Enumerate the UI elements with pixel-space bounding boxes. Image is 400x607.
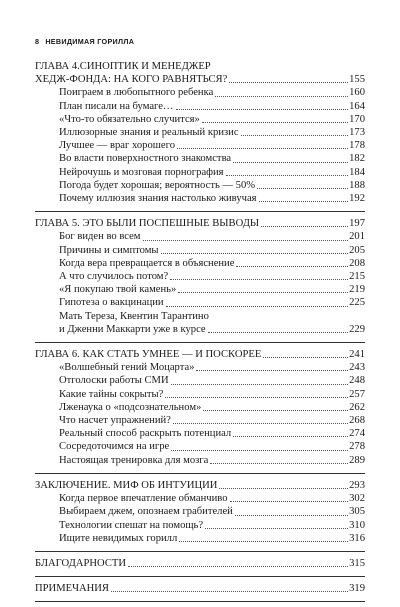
leader-dots xyxy=(208,331,349,333)
entry-label: Поиграем в любопытного ребенка xyxy=(59,87,214,99)
entry-page: 215 xyxy=(349,271,365,283)
notes-title: ПРИМЕЧАНИЯ xyxy=(35,583,109,595)
entry-page: 205 xyxy=(349,244,365,256)
toc-entry xyxy=(35,519,365,532)
chapter-6-page: 241 xyxy=(349,349,365,361)
entry-label: Выбираем джем, опознаем грабителей xyxy=(59,506,233,518)
toc-entry xyxy=(35,270,365,283)
entry-page: 262 xyxy=(349,401,365,413)
toc-entry xyxy=(35,192,365,205)
entry-page: 178 xyxy=(349,140,365,152)
toc-entry xyxy=(35,323,365,336)
toc-entry xyxy=(35,126,365,139)
acknowledgements-section xyxy=(35,557,365,577)
toc-entry xyxy=(35,388,365,401)
entry-label: Настоящая тренировка для мозга xyxy=(59,454,209,466)
toc-entry xyxy=(35,454,365,467)
toc-entry xyxy=(35,532,365,545)
chapter-4-section xyxy=(35,60,365,212)
leader-dots xyxy=(179,540,348,542)
leader-dots xyxy=(229,81,348,83)
leader-dots xyxy=(178,291,348,293)
entry-label: Во власти поверхностного знакомства xyxy=(59,153,232,165)
toc-entry xyxy=(35,152,365,165)
leader-dots xyxy=(236,265,348,267)
entry-page: 208 xyxy=(349,257,365,269)
running-header xyxy=(35,37,134,46)
leader-dots xyxy=(165,396,348,398)
entry-label: Какие тайны сокрыты? xyxy=(59,388,164,400)
entry-label: А что случилось потом? xyxy=(59,271,169,283)
book-title: НЕВИДИМАЯ ГОРИЛЛА xyxy=(45,37,135,46)
page-number: 8 xyxy=(35,37,40,46)
entry-label: «Я покупаю твой камень» xyxy=(59,284,177,296)
leader-dots xyxy=(173,422,348,424)
entry-page: 192 xyxy=(349,193,365,205)
toc-entry xyxy=(35,100,365,113)
toc-entry xyxy=(35,401,365,414)
entry-page: 225 xyxy=(349,297,365,309)
entry-page: 248 xyxy=(349,375,365,387)
entry-label: План писали на бумаге… xyxy=(59,100,174,112)
acknowledgements-title: БЛАГОДАРНОСТИ xyxy=(35,557,127,569)
leader-dots xyxy=(257,187,348,189)
notes-row xyxy=(35,582,365,595)
entry-label: Иллюзорные знания и реальный кризис xyxy=(59,127,239,139)
leader-dots xyxy=(171,449,348,451)
entry-label: Бог виден во всем xyxy=(59,231,141,243)
leader-dots xyxy=(261,225,348,227)
entry-label: «Волшебный гений Моцарта» xyxy=(59,362,195,374)
chapter-6-section xyxy=(35,348,365,474)
entry-page: 173 xyxy=(349,127,365,139)
entry-page: 274 xyxy=(349,428,365,440)
entry-label: Когда вера превращается в объяснение xyxy=(59,257,235,269)
entry-label: Почему иллюзия знания настолько живучая xyxy=(59,193,257,205)
entry-page: 305 xyxy=(349,506,365,518)
chapter-5-title-row xyxy=(35,217,365,230)
leader-dots xyxy=(210,462,348,464)
chapter-4-title-line2: ХЕДЖ-ФОНДА: НА КОГО РАВНЯТЬСЯ? xyxy=(35,74,228,86)
entry-page: 289 xyxy=(349,454,365,466)
entry-label: Когда первое впечатление обманчиво xyxy=(59,493,228,505)
chapter-6-title: ГЛАВА 6. КАК СТАТЬ УМНЕЕ — И ПОСКОРЕЕ xyxy=(35,349,262,361)
leader-dots xyxy=(219,487,348,489)
leader-dots xyxy=(205,527,348,529)
leader-dots xyxy=(161,252,349,254)
entry-page: 278 xyxy=(349,441,365,453)
entry-label: Технологии спешат на помощь? xyxy=(59,519,204,531)
leader-dots xyxy=(166,305,349,307)
leader-dots xyxy=(263,356,348,358)
entry-label: Реальный способ раскрыть потенциал xyxy=(59,428,232,440)
toc-entry xyxy=(35,361,365,374)
conclusion-section xyxy=(35,479,365,552)
entry-label: «Что-то обязательно случится» xyxy=(59,113,200,125)
entry-page: 160 xyxy=(349,87,365,99)
toc-entry xyxy=(35,296,365,309)
notes-page: 319 xyxy=(349,583,365,595)
leader-dots xyxy=(177,147,348,149)
notes-section xyxy=(35,582,365,602)
chapter-4-page: 155 xyxy=(349,74,365,86)
chapter-5-title: ГЛАВА 5. ЭТО БЫЛИ ПОСПЕШНЫЕ ВЫВОДЫ xyxy=(35,218,260,230)
entry-label: Что насчет упражнений? xyxy=(59,415,171,427)
entry-page: 182 xyxy=(349,153,365,165)
entry-page: 310 xyxy=(349,519,365,531)
leader-dots xyxy=(196,369,348,371)
conclusion-page: 293 xyxy=(349,479,365,491)
toc-entry xyxy=(35,492,365,505)
toc-entry xyxy=(35,86,365,99)
table-of-contents xyxy=(35,60,365,607)
entry-label: Погода будет хорошая; вероятность — 50% xyxy=(59,179,256,191)
entry-page: 188 xyxy=(349,179,365,191)
entry-label: Отголоски работы СМИ xyxy=(59,375,169,387)
acknowledgements-row xyxy=(35,557,365,570)
entry-label: Нейрочушь и мозговая порнография xyxy=(59,166,224,178)
entry-page: 316 xyxy=(349,532,365,544)
leader-dots xyxy=(176,108,349,110)
toc-entry xyxy=(35,230,365,243)
toc-entry xyxy=(35,427,365,440)
chapter-4-title-line1: ГЛАВА 4.СИНОПТИК И МЕНЕДЖЕР xyxy=(35,61,211,72)
toc-entry xyxy=(35,505,365,518)
entry-page: 302 xyxy=(349,493,365,505)
entry-label: Лженаука о «подсознательном» xyxy=(59,401,202,413)
entry-label: Гипотеза о вакцинации xyxy=(59,297,164,309)
toc-entry xyxy=(35,139,365,152)
leader-dots xyxy=(170,278,348,280)
leader-dots xyxy=(233,435,348,437)
entry-label: Сосредоточимся на игре xyxy=(59,441,170,453)
toc-entry xyxy=(35,374,365,387)
entry-page: 201 xyxy=(349,231,365,243)
entry-label: Ищите невидимых горилл xyxy=(59,532,178,544)
entry-page: 219 xyxy=(349,284,365,296)
leader-dots xyxy=(111,590,348,592)
leader-dots xyxy=(143,239,349,241)
leader-dots xyxy=(233,161,348,163)
leader-dots xyxy=(215,95,348,97)
entry-label: и Дженни Маккарти уже в курсе xyxy=(59,323,206,335)
toc-entry xyxy=(35,179,365,192)
entry-page: 164 xyxy=(349,100,365,112)
toc-entry xyxy=(35,414,365,427)
leader-dots xyxy=(259,200,349,202)
entry-label: Причины и симптомы xyxy=(59,244,159,256)
entry-page: 170 xyxy=(349,113,365,125)
entry-page: 184 xyxy=(349,166,365,178)
toc-entry xyxy=(35,113,365,126)
entry-page: 229 xyxy=(349,323,365,335)
entry-page: 243 xyxy=(349,362,365,374)
toc-entry xyxy=(35,257,365,270)
toc-entry xyxy=(35,440,365,453)
toc-entry xyxy=(35,283,365,296)
multiline-entry-line1: Мать Тереза, Квентин Тарантино xyxy=(59,310,209,322)
leader-dots xyxy=(235,514,348,516)
leader-dots xyxy=(226,174,349,176)
entry-page: 257 xyxy=(349,388,365,400)
toc-entry xyxy=(35,244,365,257)
conclusion-title-row xyxy=(35,479,365,492)
leader-dots xyxy=(241,134,349,136)
chapter-6-title-row xyxy=(35,348,365,361)
leader-dots xyxy=(230,500,349,502)
chapter-5-section xyxy=(35,217,365,343)
leader-dots xyxy=(128,565,348,567)
chapter-4-title-row xyxy=(35,73,365,86)
entry-label: Лучшее — враг хорошего xyxy=(59,140,176,152)
chapter-5-page: 197 xyxy=(349,218,365,230)
leader-dots xyxy=(171,383,348,385)
leader-dots xyxy=(202,121,348,123)
conclusion-title: ЗАКЛЮЧЕНИЕ. МИФ ОБ ИНТУИЦИИ xyxy=(35,479,218,491)
toc-entry xyxy=(35,166,365,179)
acknowledgements-page: 315 xyxy=(349,557,365,569)
leader-dots xyxy=(203,409,348,411)
entry-page: 268 xyxy=(349,415,365,427)
